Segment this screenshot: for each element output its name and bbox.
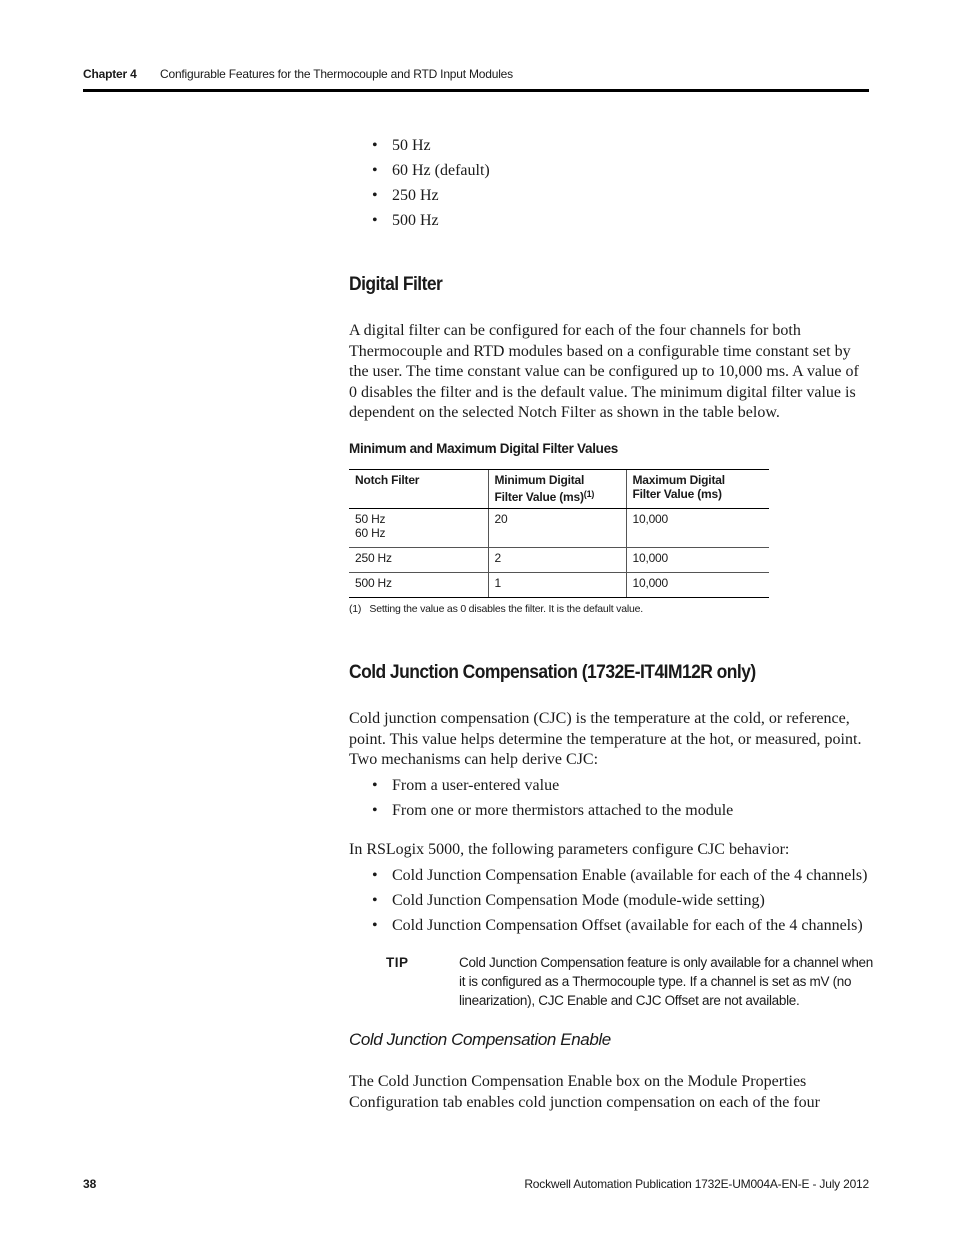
table-header-row: [349, 470, 769, 509]
table-row: [349, 548, 769, 573]
list-item: • 60 Hz (default): [370, 158, 490, 183]
list-item: • Cold Junction Compensation Enable (available for each of the 4 channels): [370, 863, 867, 888]
list-item: • From a user-entered value: [370, 773, 733, 798]
cell-notch-line: 50 Hz: [355, 512, 386, 526]
cell-notch: 500 Hz: [349, 573, 488, 598]
notch-options-list: [370, 133, 490, 233]
cjc-mechanisms-list: [370, 773, 733, 823]
cjc-intro: Cold junction compensation (CJC) is the temperature at the cold, or reference, point. This value helps determine the temperature at the hot, or measured, point. Two mechanisms can help derive CJC:: [349, 710, 862, 768]
cell-max: 10,000: [626, 509, 769, 548]
cjc-params-list: [370, 863, 867, 938]
list-item: • 500 Hz: [370, 208, 490, 233]
publication-info: Rockwell Automation Publication 1732E-UM004A-EN-E - July 2012: [524, 1177, 869, 1191]
list-item: • Cold Junction Compensation Mode (module-wide setting): [370, 888, 867, 913]
header-rule: [83, 89, 869, 92]
list-item: • Cold Junction Compensation Offset (available for each of the 4 channels): [370, 913, 867, 938]
table-row: [349, 573, 769, 598]
page-number: 38: [83, 1177, 97, 1191]
list-item: • From one or more thermistors attached to the module: [370, 798, 733, 823]
header-max-line1: Maximum Digital: [632, 473, 725, 487]
header-max-line2: Filter Value (ms): [632, 487, 722, 501]
cell-min: 2: [488, 548, 626, 573]
cell-min: 20: [488, 509, 626, 548]
cell-max: 10,000: [626, 573, 769, 598]
cell-notch: 250 Hz: [349, 548, 488, 573]
header-notch-filter: Notch Filter: [349, 470, 488, 509]
table-row: [349, 509, 769, 548]
header-min-value: [488, 470, 626, 509]
cell-max: 10,000: [626, 548, 769, 573]
cell-notch: [349, 509, 488, 548]
tip-label: TIP: [386, 955, 409, 970]
cell-min: 1: [488, 573, 626, 598]
chapter-title: Configurable Features for the Thermocouple and RTD Input Modules: [160, 67, 513, 81]
chapter-label: Chapter 4: [83, 67, 137, 81]
list-item: • 250 Hz: [370, 183, 490, 208]
list-item: • 50 Hz: [370, 133, 490, 158]
tip-text: Cold Junction Compensation feature is only available for a channel when it is configured as a Thermocouple type. If a channel is set as mV (no linearization), CJC Enable and CJC Offset are not available.: [459, 955, 873, 1008]
header-min-line2: Filter Value (ms): [494, 490, 584, 504]
cjc-enable-body: The Cold Junction Compensation Enable box on the Module Properties Configuration tab enables cold junction compensation on each of the four: [349, 1073, 820, 1111]
digital-filter-heading: Digital Filter: [349, 274, 443, 295]
cjc-enable-heading: Cold Junction Compensation Enable: [349, 1030, 611, 1049]
digital-filter-table: [349, 469, 769, 598]
header-max-value: [626, 470, 769, 509]
cjc-params-intro: In RSLogix 5000, the following parameters configure CJC behavior:: [349, 841, 790, 858]
table-footnote: (1) Setting the value as 0 disables the filter. It is the default value.: [349, 603, 643, 615]
footnote-marker: (1): [583, 489, 595, 499]
digital-filter-body: A digital filter can be configured for each of the four channels for both Thermocouple and RTD modules based on a configurable time constant set by the user. The time constant value can be configured up to 10,000 ms. A value of 0 disables the filter and is the default value. The minimum digital filter value is dependent on the selected Notch Filter as shown in the table below.: [349, 322, 859, 421]
header-min-line1: Minimum Digital: [494, 473, 585, 487]
table-title: Minimum and Maximum Digital Filter Values: [349, 441, 619, 456]
cell-notch-line: 60 Hz: [355, 526, 386, 540]
cjc-heading: Cold Junction Compensation (1732E-IT4IM12R only): [349, 662, 756, 683]
